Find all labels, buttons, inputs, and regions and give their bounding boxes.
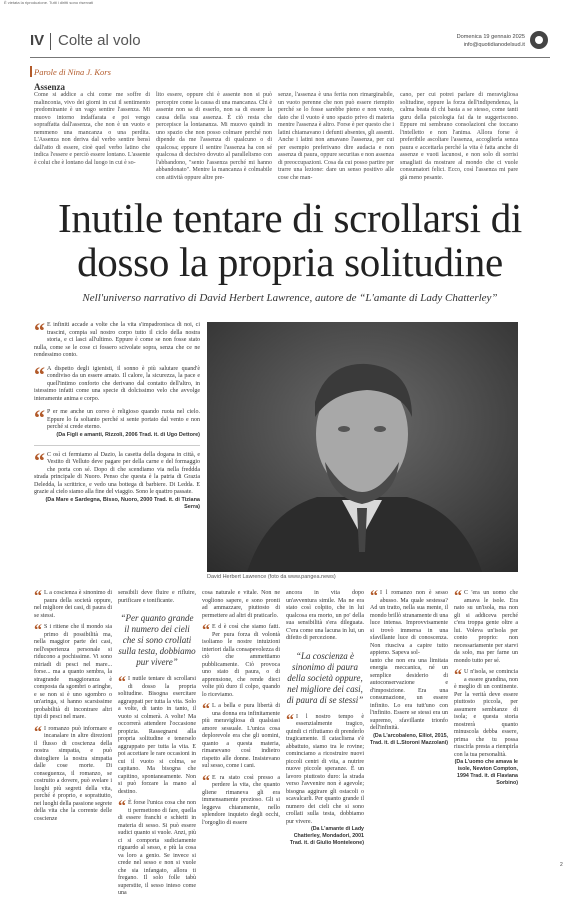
quote-block: [34, 405, 200, 439]
intro-col-3: senze, l'assenza è una ferita non rimarginabile, un vuoto perenne che non può essere riempito perché se lo fosse sarebbe pieno e non vuoto, dato che il vuoto è uno spazio privo di materia mentre l'assenza è altro. Forse è per questo che i latini chiamavano i defunti absentes, gli assenti. Anche i latini non amavano l'assenza, per cui per esempio preferivano dire audacia e non assenza di paura, oppure securitas e non assenza di preoccupazioni. Cosa da cui posso partire per trarre una lezione: dare un senso positivo alle cose che man-: [278, 92, 394, 181]
date-text: Domenica 19 gennaio 2025: [456, 34, 525, 40]
quote-source: (Da Figli e amanti, Rizzoli, 2006 Trad. it. di Ugo Dettore): [56, 431, 200, 438]
body-text: E d è così che siamo fatti. Per pura forza di volontà isoliamo le nostre intuizioni interiori dalla consapevolezza di ciò che ammettiamo pubblicamente. Ciò provoca uno stato di paura, o di apprensione, che rende dieci volte più duro il colpo, quando lo riceviamo.: [202, 624, 280, 698]
body-paragraph: [202, 703, 280, 771]
quote-mark-icon: “: [370, 588, 378, 605]
body-col-1: [34, 590, 112, 865]
body-paragraph: [118, 800, 196, 898]
quote-mark-icon: “: [202, 701, 210, 718]
quote-mark-icon: “: [118, 674, 126, 691]
quote-source: (Da L'arcobaleno, Elliot, 2015, Trad. it. di L.Storoni Mazzolani): [370, 732, 448, 746]
quote-block: [34, 318, 200, 360]
body-col-3: [202, 590, 280, 865]
body-text: I nutile tentare di scrollarsi di dosso la propria solitudine. Bisogna esercitare aggrappati per tutta la vita. Solo a volte, di tanto in tanto, il vuoto si colmerà. A volte! Ma occorrerà attendere l'occasione propizia. Rassegnarsi alla propria solitudine e tenerselo aggrappato per tutta la vita. E poi accettare le rare occasioni in cui il vuoto si colma, se capitano. Ma bisogna che capitino, spontaneamente. Non si può forzare la mano al destino.: [118, 676, 196, 795]
copyright-notice: È vietata la riproduzione. Tutti i diritti sono riservati: [4, 0, 94, 5]
body-text: I l nostro tempo è essenzialmente tragico, quindi ci rifiutiamo di prenderlo tragicamente. Il cataclisma s'è abbattuto, siamo tra le rovine; cominciamo a ricostruire nuovi piccoli centri di vita, a nutrire nuove piccole speranze. È un lavoro piuttosto duro: la strada verso l'avvenire non è agevole; bisogna aggirare gli ostacoli o scavalcarli. Per quanto grande il numero dei cieli che si sono crollati sulla testa, dobbiamo pur vivere.: [286, 713, 364, 825]
body-paragraph: [34, 723, 112, 824]
quote-block: [34, 447, 200, 511]
quote-mark-icon: “: [34, 723, 42, 741]
body-col-2: [118, 590, 196, 896]
intro-col-1: Come si addice a chi come me soffre di malinconia, vivo dei giorni in cui il sentimento predominante è un vago sentire l'assenza. Mi muovo intorno indaffarata e poi vengo sopraffatta dall'assenza, che non è un vuoto e nemmeno una mancanza o una perdita. L'Assenza non deriva dal verbo sentire bensì dall'atto di essere, cioè quel verbo latino che indica l'essere e perciò essere lontano. L'assente è colui che è lontano dal luogo in cui è so-: [34, 92, 150, 166]
body-paragraph: [202, 772, 280, 828]
quote-mark-icon: “: [454, 667, 462, 684]
body-col-5: [370, 590, 448, 865]
quote-mark-icon: “: [34, 622, 42, 639]
quote-source: (Da Mare e Sardegna, Bisso, Nuoro, 2000 Trad. it. di Tiziana Serra): [45, 496, 200, 510]
header-date: [445, 33, 525, 49]
quote-mark-icon: “: [454, 588, 462, 605]
body-text: I l romanzo non è sesso abusso. Ma quale sestessa? Ad un tratto, nella sua mente, il mondo brillò stranamente di una luce intensa. Improvvisamente si trovò immersa in una sfavillante luce di conoscenza. Non riusciva a capire tutto appieno. Sapeva sol-: [370, 590, 448, 656]
body-text: sensibili deve fluire e rifluire, purificare e tonificante.: [118, 590, 196, 604]
body-text: È forse l'unica cosa che non ti permettono di fare, quella di essere franchi e schietti in materia di sesso. Si può essere sudici quanto si vuole. Anzi, più ci si comporta sudiciamente riguardo al sesso, e più la cosa va loro a genio. Se invece si crede nel sesso e non si vuole che sia infangato, allora ti fregano. Il solo folle tabù superstite, il sesso inteso come una: [118, 800, 196, 896]
header-rule: [30, 57, 550, 58]
column-heading: Assenza: [34, 82, 65, 92]
quote-block: [34, 361, 200, 404]
section-title: Colte al volo: [58, 32, 141, 49]
article-headline: Inutile tentare di scrollarsi di dosso la propria solitudine: [57, 195, 523, 285]
page-header: [30, 28, 550, 54]
body-text: L a bella e pura libertà di una donna era infinitamente più meravigliosa di qualsiasi amore sessuale. L'unica cosa deplorevole era che gli uomini, quanto a questa materia, rimanevano così indietro rispetto alle donne. Insistevano sul sesso, come i cani.: [202, 703, 280, 769]
body-col-6: [454, 590, 518, 865]
photo-caption: David Herbert Lawrence (foto da www.pangea.news): [207, 574, 336, 580]
body-paragraph: [370, 590, 448, 658]
quote-text: A dispetto degli igienisti, il sonno è più salutare quand'è condiviso da un essere amato. Il calore, la sicurezza, la pace e quell'intimo conforto che derivano dal contatto dell'altro, in istessimo infatti come una specie di dolcissimo velo che avvolge interamente anima e corpo.: [34, 365, 200, 402]
body-text: ancora in vita dopo un'avventura simile. Ma ne era stato così colpito, che in lui qualcosa era morto, un po' della sua sensibilità s'era dileguata. C'era come una lacuna in lui, un difetto di percezione.: [286, 590, 364, 641]
quote-text: C osì ci fermiamo al Dazio, la casetta della dogana in città, e Vestito di Velluto deve pagare per della carne e del formaggio che porta con sé. Dopo di che scendiamo via nella freddda strada principale di Nuoro. Penso che questa è la patria di Grazia Deledda, la scrittrice, e vedo una bottega di barbiere. Di Ledda. E grazie al cielo siamo alla fine del viaggio. Sono le quattro passate.: [34, 451, 200, 495]
quote-text: E infiniti accade a volte che la vita s'impadronisca di noi, ci trascini, compia sul nostro corpo tutto il ciclo della nostra storia, e ci lasci all'ultimo. Eppure è come se non fosse stato nulla, come se le cose ci fossero scivolate sopra, senza che ce ne rendessimo conto.: [34, 322, 200, 358]
article-subtitle: Nell'universo narrativo di David Herbert Lawrence, autore de “L'amante di Lady Chatterley”: [82, 292, 498, 304]
intro-col-4: cano, per cui potrei parlare di meravigliosa solitudine, oppure la forza dell'indipendenza, la calma beata di chi basta a se stesso, come tanti guru della psicologia fai da te suggeriscono. Eppure mi sembrano consolazioni che toccano l'intelletto e non l'anima. Allora forse è preferibile ascoltare l'assenza, accoglierla senza paura e accettarla perché la vita è fatta anche di assenze e vuoti lacunosi, e non solo di sorrisi smagliati da mostrare al mondo che ci vuole consumatori felici. Ecco, così l'assenza mi pare già meno pesante.: [400, 92, 518, 181]
quote-mark-icon: “: [118, 798, 126, 815]
body-paragraph: [118, 676, 196, 796]
quotes-sidebar: [34, 318, 200, 517]
body-text: L a coscienza è sinonimo di paura della società oppure, nel migliore dei casi, di paura di se stessi.: [34, 590, 112, 619]
quote-mark-icon: “: [34, 588, 42, 605]
body-paragraph: [34, 590, 112, 620]
quote-mark-icon: “: [202, 772, 210, 790]
page-number: IV: [30, 32, 45, 49]
body-paragraph: [202, 624, 280, 699]
body-text: cosa naturale e vitale. Non ne vogliono sapere, e sono pronti ad ammazzare, piuttosto di permettere ad altri di praticarlo.: [202, 590, 280, 619]
quote-source: (Da L'amante di Lady Chatterley, Mondadori, 2001 Trad. it. di Giulio Monteleone): [289, 826, 364, 846]
body-paragraph: [454, 590, 518, 665]
newspaper-logo-icon: [530, 31, 548, 49]
body-col-4: [286, 590, 364, 865]
quote-mark-icon: “: [286, 711, 294, 729]
portrait-illustration: [207, 322, 518, 572]
pull-quote: “Per quanto grande il numero dei cieli che si sono crollati sulla testa, dobbiamo pur vivere”: [118, 613, 196, 667]
quote-mark-icon: “: [34, 447, 45, 473]
email-text: info@quotidianodelsud.it: [463, 42, 525, 48]
page-footer-number: 2: [560, 862, 563, 868]
pull-quote: “La coscienza è sinonimo di paura della società oppure, nel migliore dei casi, di paura di se stessi”: [286, 650, 364, 705]
quote-mark-icon: “: [34, 318, 45, 343]
header-divider: [50, 33, 51, 50]
quote-mark-icon: “: [34, 405, 45, 430]
column-title-bar: [30, 66, 32, 77]
body-text: C 'era un uomo che amava le isole. Era nato su un'isola, ma non gli si addiceva perché c'era troppa gente oltre a lui. Voleva un'isola per conto proprio: non necessariamente per starvi da solo, ma per farne un mondo tutto per sé.: [454, 590, 518, 664]
quote-source: (Da L'uomo che amava le isole, Newton Compton, 1994 Trad. it. di Flaviana Sorbino): [454, 759, 518, 786]
quote-text: P er me anche un corvo è religioso quando ruota nel cielo. Eppure lo fa soltanto perché si sente portato dal vento e non perché si crede eterno.: [47, 409, 200, 430]
body-text: S i ritiene che il mondo sia primo di possibilità ma, nella maggior parte dei casi, nell'esperienza personale si riducono a pochissime. Vi sono miriadi di pesci nel mare... forse... ma a quanto sembra, la stragrande maggioranza è composta da sgombri o aringhe, e se non si è uno sgombro o un'aringa, si hanno scarsissime probabilità di incontrare altri tipi di pesci nel mare.: [34, 624, 112, 720]
body-paragraph: [454, 669, 518, 759]
column-title: Parole di Nina J. Kors: [34, 67, 111, 77]
body-text: U n'isola, se comincia a essere grandina, non è meglio di un continente. Per la verità deve essere piuttosto piccola, per assumere sembianze di isola; e questa storia mostrerà quanto minuscola debba essere, prima che tu possa riuscirla presta a riempirla con la tua personalità.: [454, 669, 518, 758]
quote-mark-icon: “: [202, 622, 210, 639]
body-paragraph: [286, 711, 364, 827]
quote-mark-icon: “: [34, 361, 45, 387]
intro-col-2: lito essere, oppure chi è assente non si può percepire come la causa di una mancanza. Chi è assente non sa di esserlo, non sa di essere la causa della sua assenza. È ciò resta che percepisce la lontananza. Mi muovo quindi in uno spazio che non posso colmare perché non dipende da me l'assenza di qualcuno o di qualcosa; eppure il sentire l'assenza ha con sé qualcosa di decisivo dovuto al parallelismo con l'abbandono, "sento l'assenza perché mi hanno abbandonato". Mentre la mancanza è colmabile con attività oppure altre pre-: [156, 92, 272, 181]
author-portrait: [207, 322, 518, 572]
body-text: E ra stato così presso a perdere la vita, che quanto gliene rimaneva gli era immensamente prezioso. Gli si leggeva chiaramente, nello splendore inquieto degli occhi, l'orgoglio di essere: [202, 774, 280, 826]
body-paragraph: [34, 624, 112, 722]
body-text: I romanzo può informare e incanalare in altre direzioni il flusso di coscienza della nostra simpatia, e può distogliere la nostra simpatia dalle cose morte. Di conseguenza, il romanzo, se costruito a dovere, può svelare i luoghi più segreti della vita, perché è proprio, e soprattutto, nei luoghi della passione segrete della vita che la corrente delle coscienze: [34, 725, 112, 822]
quote-divider: [34, 445, 200, 446]
body-text: tanto che non era una limitata energia meccanica, né un semplice desiderio di autoconservazione e d'imposizione. Era una consumazione, un essere infinito. Lo era tutt'uno con l'infinito. Essere se stessi era un supremo, sfavillante trionfo dell'infinità.: [370, 657, 448, 731]
